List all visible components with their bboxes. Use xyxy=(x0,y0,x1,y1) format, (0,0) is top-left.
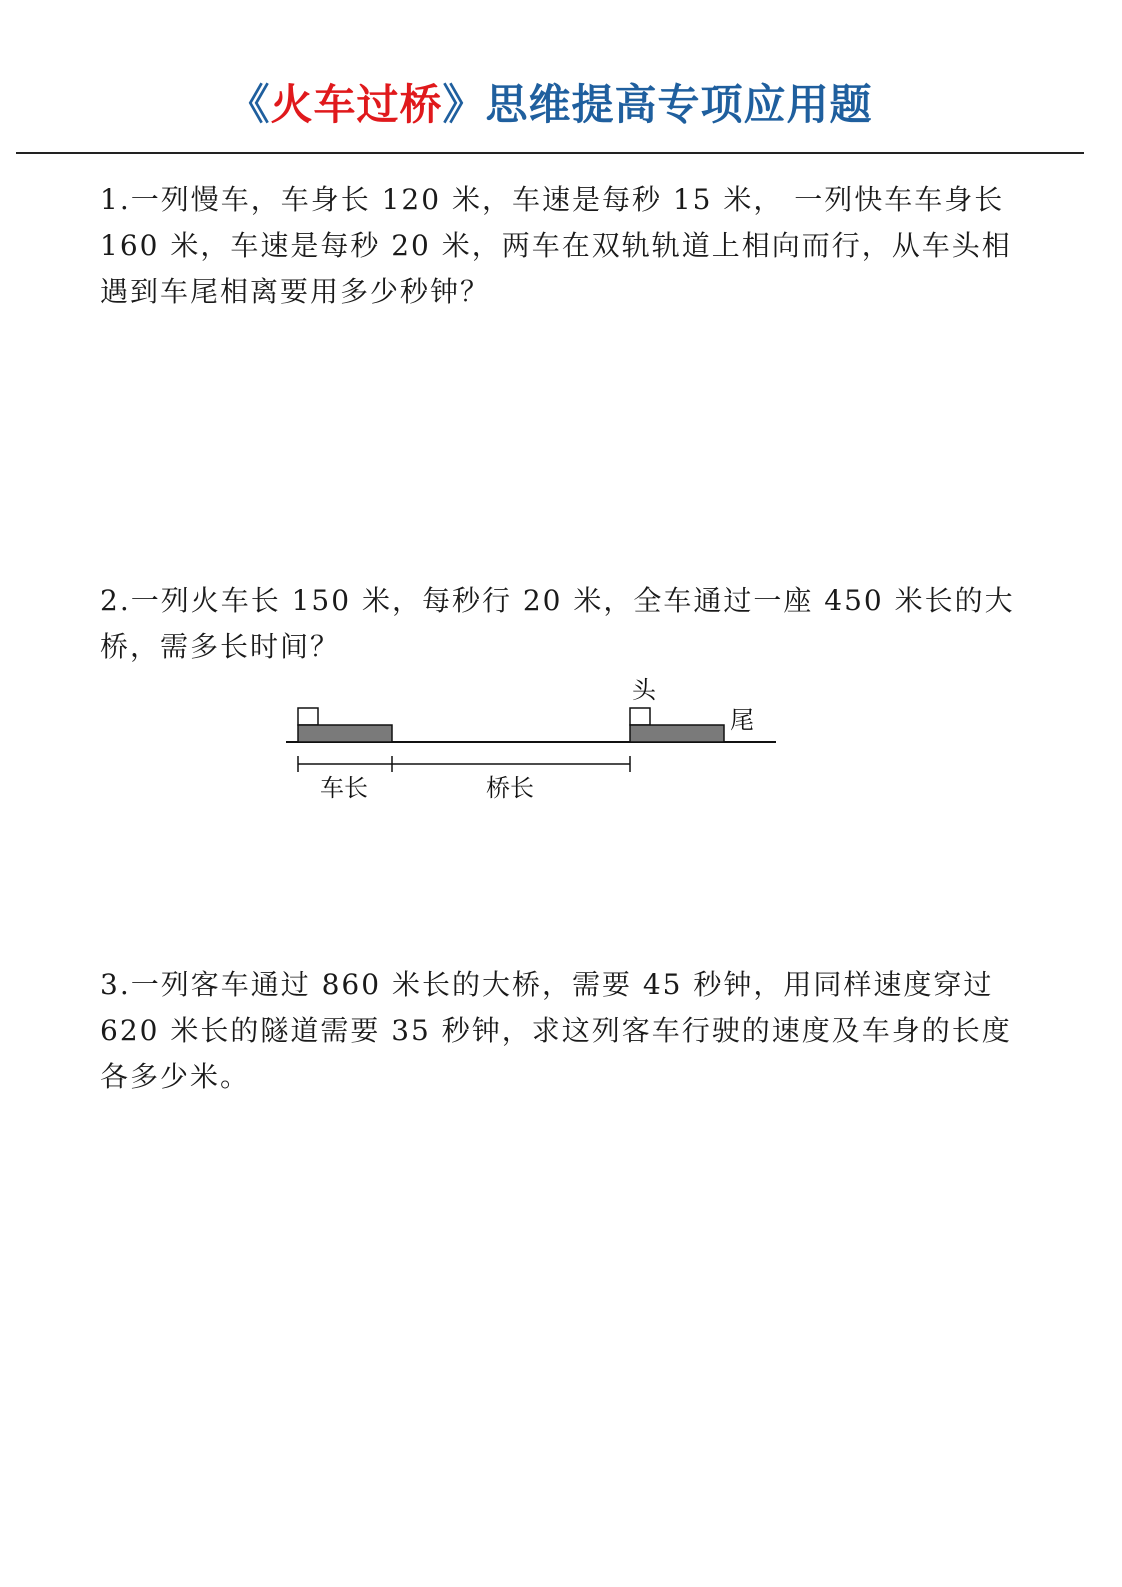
train-cab-left xyxy=(298,708,318,725)
train-start xyxy=(298,708,392,742)
question-line: 2.一列火车长 150 米，每秒行 20 米，全车通过一座 450 米长的大 xyxy=(100,584,1015,617)
train-body-left xyxy=(298,725,392,742)
title-close-bracket: 》 xyxy=(442,80,486,129)
tail-label: 尾 xyxy=(730,706,754,734)
question-line: 遇到车尾相离要用多少秒钟？ xyxy=(100,275,491,308)
train-body-right xyxy=(630,725,724,742)
diagram-svg xyxy=(282,672,782,812)
train-end xyxy=(630,708,724,742)
question-2 xyxy=(100,578,1035,670)
title-divider xyxy=(16,152,1084,154)
train-cab-right xyxy=(630,708,650,725)
head-label: 头 xyxy=(632,676,656,704)
question-line: 620 米长的隧道需要 35 秒钟，求这列客车行驶的速度及车身的长度 xyxy=(100,1014,1012,1047)
question-line: 3.一列客车通过 860 米长的大桥，需要 45 秒钟，用同样速度穿过 xyxy=(100,968,994,1001)
question-3 xyxy=(100,962,1035,1100)
question-line: 160 米，车速是每秒 20 米，两车在双轨轨道上相向而行，从车头相 xyxy=(100,229,1012,262)
title-open-bracket: 《 xyxy=(227,80,271,129)
question-line: 1.一列慢车，车身长 120 米，车速是每秒 15 米， 一列快车车身长 xyxy=(100,183,1005,216)
question-1 xyxy=(100,177,1035,315)
train-length-label: 车长 xyxy=(320,774,368,802)
title-rest: 思维提高专项应用题 xyxy=(485,80,873,129)
question-line: 各多少米。 xyxy=(100,1060,251,1093)
question-line: 桥，需多长时间？ xyxy=(100,630,341,663)
title-highlight: 火车过桥 xyxy=(270,80,443,129)
bridge-length-label: 桥长 xyxy=(486,774,534,802)
train-bridge-diagram xyxy=(282,672,782,812)
page-title xyxy=(0,72,1100,132)
